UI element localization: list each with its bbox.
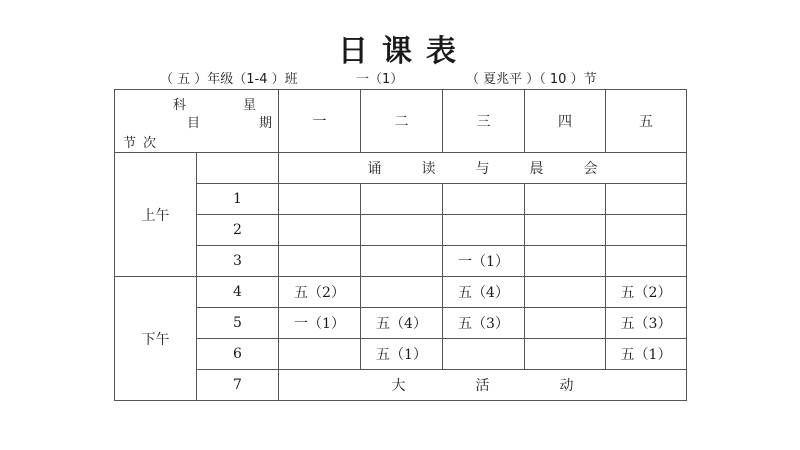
teacher-periods-label: （ 夏兆平 ）（ 10 ）节 <box>466 72 597 87</box>
table-row <box>115 153 687 184</box>
class-cell <box>361 246 443 277</box>
class-cell: 五（4） <box>361 308 443 339</box>
period-number: 4 <box>197 277 279 308</box>
class-cell <box>525 308 606 339</box>
afternoon-label: 下午 <box>115 277 197 401</box>
class-cell <box>361 184 443 215</box>
grade-class-label: （ 五 ）年级（1-4 ）班 <box>160 72 298 87</box>
class-cell <box>525 184 606 215</box>
page-title: 日课表 <box>338 34 470 69</box>
class-cell <box>279 215 361 246</box>
class-cell: 五（2） <box>606 277 687 308</box>
schedule-table <box>114 89 687 401</box>
class-cell <box>606 215 687 246</box>
class-cell: 一（1） <box>443 246 525 277</box>
class-cell: 五（1） <box>606 339 687 370</box>
class-cell <box>525 215 606 246</box>
table-row <box>115 308 687 339</box>
corner-weekday-2: 期 <box>259 116 273 131</box>
class-cell <box>361 277 443 308</box>
morning-activity: 诵读与晨会 <box>279 153 687 184</box>
corner-weekday-1: 星 <box>243 98 257 113</box>
day-header: 五 <box>606 90 687 153</box>
class-cell <box>443 339 525 370</box>
table-row <box>115 246 687 277</box>
table-row <box>115 184 687 215</box>
class-cell <box>443 184 525 215</box>
corner-subject-1: 科 <box>173 98 187 113</box>
class-cell: 五（1） <box>361 339 443 370</box>
class-cell <box>525 339 606 370</box>
class-cell: 五（2） <box>279 277 361 308</box>
period-number: 2 <box>197 215 279 246</box>
period-number: 7 <box>197 370 279 401</box>
class-cell <box>279 246 361 277</box>
table-row <box>115 277 687 308</box>
day-header: 四 <box>525 90 606 153</box>
big-activity: 大活动 <box>279 370 687 401</box>
class-cell: 五（3） <box>606 308 687 339</box>
class-cell <box>606 184 687 215</box>
class-cell <box>606 246 687 277</box>
day-header: 三 <box>443 90 525 153</box>
subtitle-line <box>0 68 800 88</box>
corner-cell <box>115 90 279 153</box>
table-row <box>115 215 687 246</box>
corner-period-1: 节 <box>123 136 137 151</box>
class-label: 一（1） <box>356 72 404 87</box>
period-number: 5 <box>197 308 279 339</box>
class-cell <box>279 339 361 370</box>
day-header: 二 <box>361 90 443 153</box>
class-cell <box>525 246 606 277</box>
period-number: 1 <box>197 184 279 215</box>
class-cell: 五（4） <box>443 277 525 308</box>
period-number <box>197 153 279 184</box>
table-row <box>115 370 687 401</box>
morning-label: 上午 <box>115 153 197 277</box>
header-row <box>115 90 687 153</box>
corner-period-2: 次 <box>143 136 157 151</box>
period-number: 3 <box>197 246 279 277</box>
class-cell: 一（1） <box>279 308 361 339</box>
class-cell <box>443 215 525 246</box>
class-cell: 五（3） <box>443 308 525 339</box>
class-cell <box>279 184 361 215</box>
class-cell <box>525 277 606 308</box>
corner-subject-2: 目 <box>187 116 201 131</box>
day-header: 一 <box>279 90 361 153</box>
period-number: 6 <box>197 339 279 370</box>
table-row <box>115 339 687 370</box>
class-cell <box>361 215 443 246</box>
